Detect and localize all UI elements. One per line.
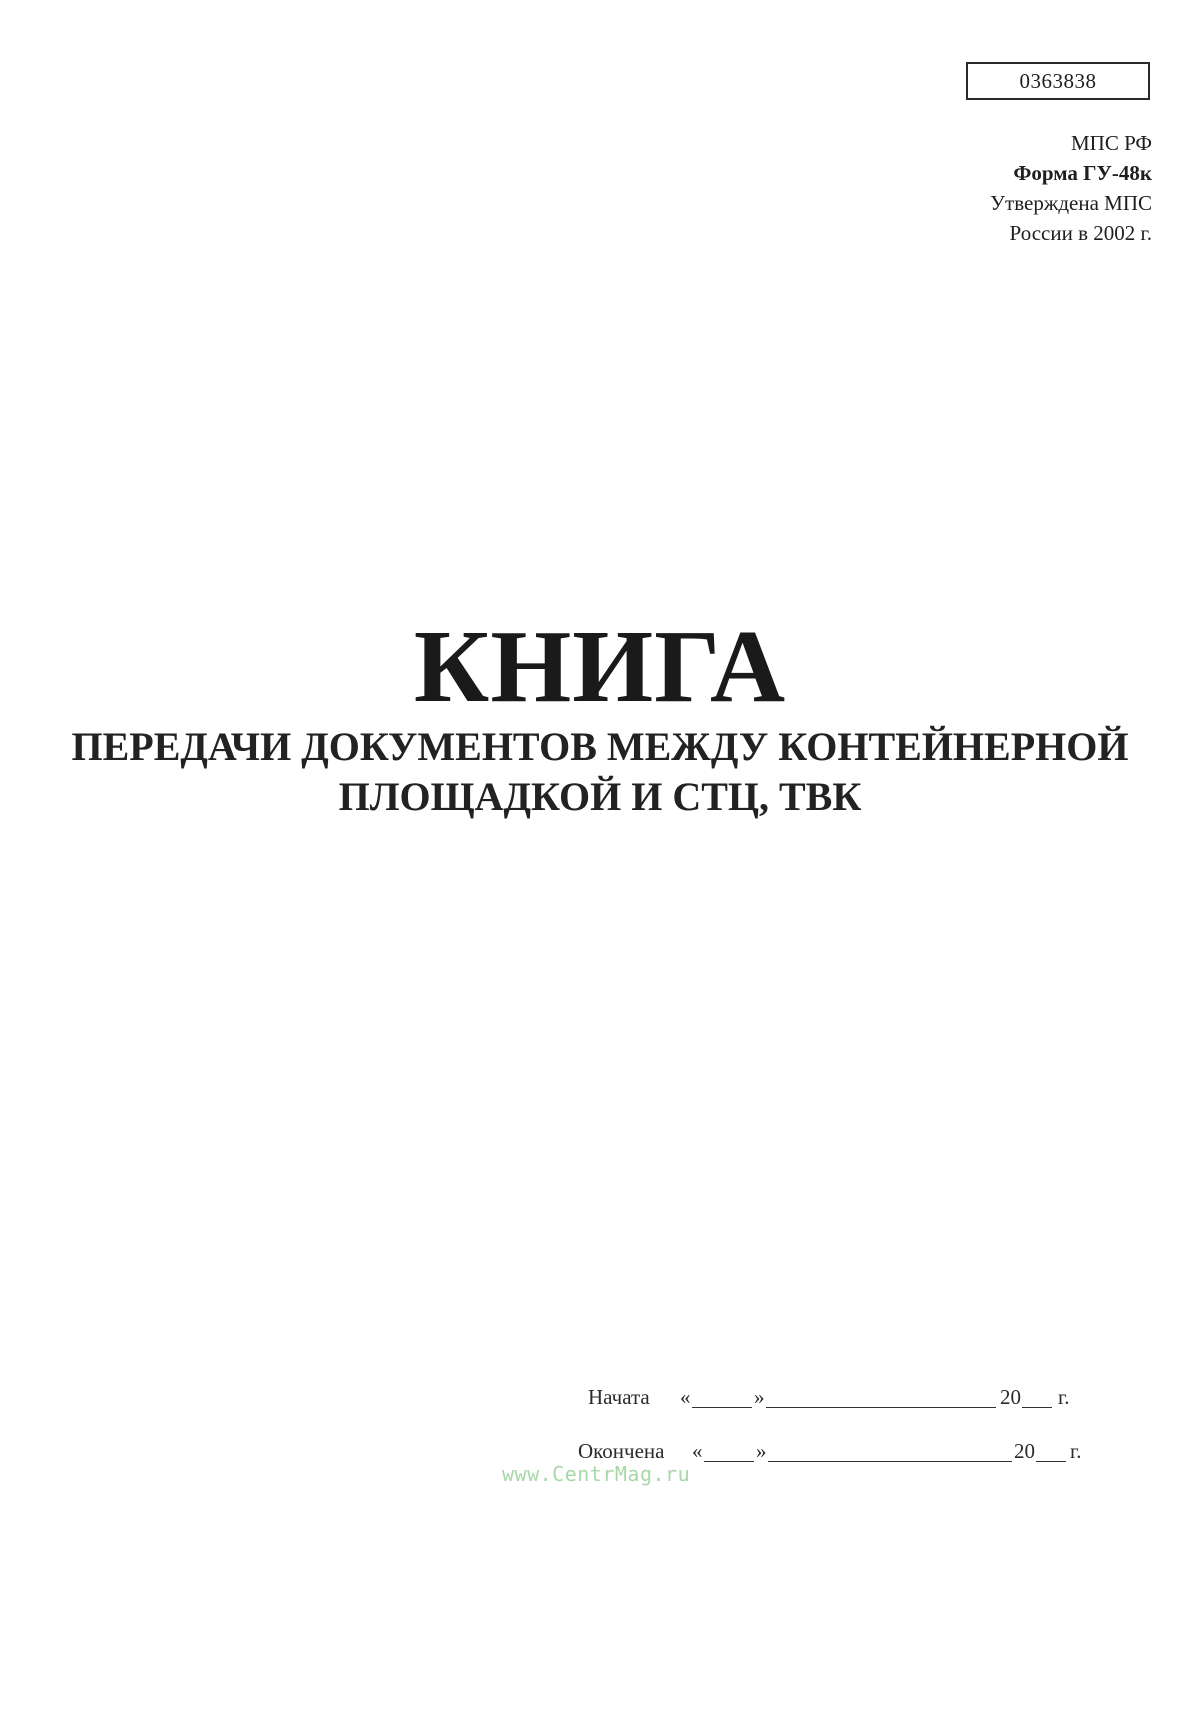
end-date-label: Окончена xyxy=(578,1439,665,1463)
approval-year: России в 2002 г. xyxy=(1009,221,1152,245)
serial-number: 0363838 xyxy=(1019,69,1097,93)
end-century: 20 xyxy=(1014,1439,1035,1463)
start-day-close-quote: » xyxy=(754,1385,765,1409)
end-day-open-quote: « xyxy=(692,1439,703,1463)
start-day-open-quote: « xyxy=(680,1385,691,1409)
subtitle-line-1: ПЕРЕДАЧИ ДОКУМЕНТОВ МЕЖДУ КОНТЕЙНЕРНОЙ xyxy=(71,724,1129,769)
form-code: Форма ГУ-48к xyxy=(1013,161,1152,185)
start-year-suffix: г. xyxy=(1058,1385,1070,1409)
start-century: 20 xyxy=(1000,1385,1021,1409)
page-title: КНИГА xyxy=(413,609,787,724)
serial-number-box xyxy=(966,62,1150,100)
subtitle-line-2: ПЛОЩАДКОЙ И СТЦ, ТВК xyxy=(338,774,862,819)
title-block xyxy=(0,609,1200,822)
end-day-close-quote: » xyxy=(756,1439,767,1463)
approved-by: Утверждена МПС xyxy=(990,191,1152,215)
approval-stamp xyxy=(990,128,1152,248)
ministry-label: МПС РФ xyxy=(1070,131,1152,155)
start-date-label: Начата xyxy=(588,1385,650,1409)
end-year-suffix: г. xyxy=(1070,1439,1082,1463)
watermark: www.CentrMag.ru xyxy=(502,1462,691,1486)
